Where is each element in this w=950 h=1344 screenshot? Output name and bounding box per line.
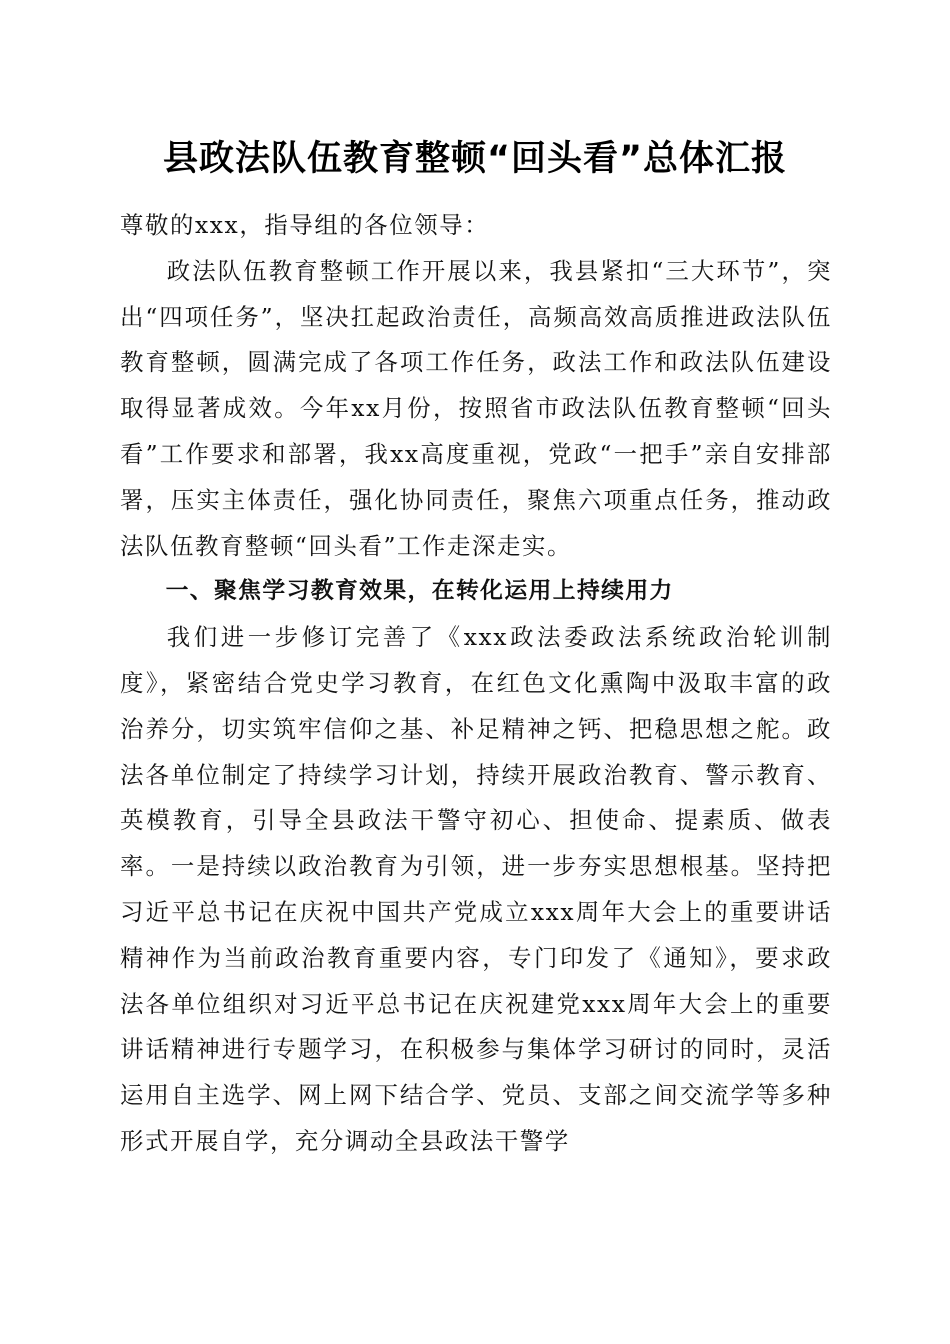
document-title: 县政法队伍教育整顿“回头看”总体汇报 — [162, 139, 787, 179]
section-heading: 一、聚焦学习教育效果，在转化运用上持续用力 — [165, 578, 674, 605]
salutation: 尊敬的xxx，指导组的各位领导： — [120, 211, 490, 239]
section-paragraph: 我们进一步修订完善了《xxx政法委政法系统政治轮训制度》，紧密结合党史学习教育，在红色文化熏陶中汲取丰富的政治养分，切实筑牢信仰之基、补足精神之钙、把稳思想之舵。政法各单位制定了持续学习计划，持续开展政治教育、警示教育、英模教育，引导全县政法干警守初心、担使命、提素质、做表率。一是持续以政治教育为引领，进一步夯实思想根基。坚持把习近平总书记在庆祝中国共产党成立xxx周年大会上的重要讲话精神作为当前政治教育重要内容，专门印发了《通知》，要求政法各单位组织对习近平总书记在庆祝建党xxx周年大会上的重要讲话精神进行专题学习，在积极参与集体学习研讨的同时，灵活运用自主选学、网上网下结合学、党员、支部之间交流学等多种形式开展自学，充分调动全县政法干警学 — [120, 623, 832, 1155]
document-body — [120, 203, 832, 1165]
intro-paragraph: 政法队伍教育整顿工作开展以来，我县紧扣“三大环节”，突出“四项任务”，坚决扛起政治责任，高频高效高质推进政法队伍教育整顿，圆满完成了各项工作任务，政法工作和政法队伍建设取得显著成效。今年xx月份，按照省市政法队伍教育整顿“回头看”工作要求和部署，我xx高度重视，党政“一把手”亲自安排部署，压实主体责任，强化协同责任，聚焦六项重点任务，推动政法队伍教育整顿“回头看”工作走深走实。 — [120, 256, 832, 560]
